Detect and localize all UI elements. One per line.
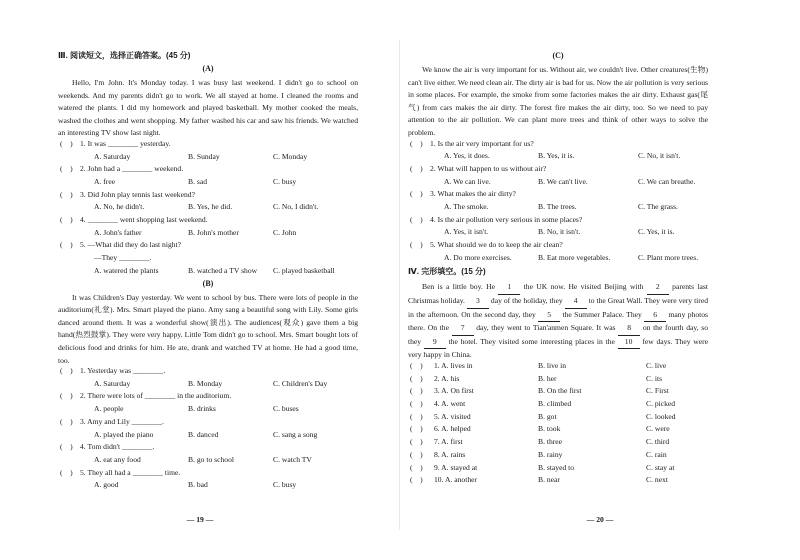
section-3-title: Ⅲ. 阅读短文，选择正确答案。(45 分) <box>58 51 191 60</box>
cloze-blank-2[interactable]: 2 <box>647 281 669 295</box>
passage-b-heading: (B) <box>202 278 214 288</box>
option-c: C. busy <box>273 177 297 187</box>
cloze-text: the Summer Palace. They <box>560 309 645 319</box>
cloze-question-row <box>408 400 708 413</box>
answer-paren[interactable]: ( ) <box>410 373 423 383</box>
left-column <box>58 52 358 494</box>
answer-paren[interactable]: ( ) <box>410 424 423 434</box>
question-stem: 1. Is the air very important for us? <box>430 138 534 148</box>
option-c: C. third <box>646 437 670 447</box>
option-c: C. First <box>646 386 669 396</box>
option-a: A. Yes, it does. <box>444 151 490 161</box>
option-a: A. We can live. <box>444 176 491 186</box>
option-b: B. danced <box>188 429 219 439</box>
option-b: B. Yes, it is. <box>538 151 575 161</box>
option-c: C. were <box>646 424 670 434</box>
option-a: 8. A. rains <box>434 449 466 459</box>
question-stem: 1. Yesterday was ________. <box>80 366 166 376</box>
cloze-blank-8[interactable]: 8 <box>618 322 640 336</box>
right-column <box>408 52 708 489</box>
option-c: C. looked <box>646 411 676 421</box>
answer-paren[interactable]: ( ) <box>410 437 423 447</box>
option-c: C. John <box>273 227 297 237</box>
answer-paren[interactable]: ( ) <box>60 442 73 452</box>
option-c: C. No, I didn't. <box>273 202 319 212</box>
cloze-text: few days. They were very happy in China. <box>408 336 708 360</box>
cloze-question-row <box>408 451 708 464</box>
question-row <box>58 418 358 431</box>
cloze-blank-1[interactable]: 1 <box>498 281 520 295</box>
answer-paren[interactable]: ( ) <box>60 366 73 376</box>
option-c: C. played basketball <box>273 265 335 275</box>
answer-paren[interactable]: ( ) <box>60 240 73 250</box>
answer-paren[interactable]: ( ) <box>60 467 73 477</box>
cloze-blank-9[interactable]: 9 <box>424 336 446 350</box>
option-c: C. live <box>646 361 667 370</box>
option-a: 9. A. stayed at <box>434 462 478 472</box>
question-stem: 4. ________ went shopping last weekend. <box>80 215 208 225</box>
cloze-text: day of the holiday, they <box>488 296 565 306</box>
question-stem: 5. What should we do to keep the air clean? <box>430 240 563 250</box>
page-number: — 19 — <box>186 515 214 524</box>
passage-a-heading: (A) <box>202 64 214 73</box>
question-stem: 2. There were lots of ________ in the auditorium. <box>80 391 232 401</box>
answer-paren[interactable]: ( ) <box>60 391 73 401</box>
answer-paren[interactable]: ( ) <box>410 214 423 224</box>
question-stem: 3. Did John play tennis last weekend? <box>80 189 195 199</box>
answer-paren[interactable]: ( ) <box>410 449 423 459</box>
cloze-blank-5[interactable]: 5 <box>538 309 560 323</box>
option-b: B. climbed <box>538 399 572 409</box>
option-b: B. drinks <box>188 404 216 414</box>
option-b: B. We can't live. <box>538 176 588 186</box>
question-stem: 3. What makes the air dirty? <box>430 189 516 199</box>
option-a: 4. A. went <box>434 399 466 409</box>
option-a: A. free <box>94 177 116 187</box>
option-a: 6. A. helped <box>434 424 471 434</box>
option-a: A. eat any food <box>94 454 141 464</box>
cloze-question-row <box>408 362 708 375</box>
option-b: B. got <box>538 411 557 421</box>
cloze-text: many photos there. On the <box>408 309 708 333</box>
option-b: B. near <box>538 475 560 485</box>
option-c: C. next <box>646 475 668 485</box>
option-a: A. Do more exercises. <box>444 252 512 262</box>
option-b: B. On the first <box>538 386 582 396</box>
passage-c-text: We know the air is very important for us. Without air, we couldn't live. Other creatures(生物) can't live either. We need clean air. The dirty air is bad for us. Now the air pollution is very serious in some places. For example, the smoke from some factories makes the air dirty. Exhaust gas(尾气) from cars makes the air dirty. The forest fire makes the air dirty, too. So we need to pay attention to the air pollution. We can plant more trees and think of other ways to solve the problem. <box>408 65 708 137</box>
option-a: A. played the piano <box>94 429 154 439</box>
answer-paren[interactable]: ( ) <box>410 386 423 396</box>
option-a: A. Yes, it isn't. <box>444 227 489 237</box>
option-a: 1. A. lives in <box>434 361 473 370</box>
option-c: C. Monday <box>273 151 308 161</box>
question-stem: 4. Is the air pollution very serious in some places? <box>430 214 583 224</box>
option-c: C. rain <box>646 449 667 459</box>
option-a: A. Saturday <box>94 378 131 388</box>
question-row <box>408 241 708 254</box>
question-row <box>58 216 358 229</box>
option-b: B. stayed to <box>538 462 575 472</box>
answer-paren[interactable]: ( ) <box>410 240 423 250</box>
answer-paren[interactable]: ( ) <box>410 361 423 370</box>
passage-b-text: It was Children's Day yesterday. We went to school by bus. There were lots of people in the auditorium(礼堂). Mrs. Smart played the piano. Amy sang a beautiful song with Lily. Some girls danced around them. It was a wonderful show(演出). The audiences(观众) gave them a big hand(热烈鼓掌). They were very happy. Little Tom didn't go to school. Mrs. Smart bought lots of delicious food and drinks for him. He ate, drank and watched TV at home. He had a good time, too. <box>58 292 358 365</box>
option-row <box>408 203 708 216</box>
answer-paren[interactable]: ( ) <box>410 138 423 148</box>
cloze-text: the UK now. He visited Beijing with <box>520 282 647 292</box>
option-c: C. busy <box>273 480 297 490</box>
answer-paren[interactable]: ( ) <box>60 138 73 148</box>
cloze-text: to the Great Wall. They were very tired in the afternoon. On the second day, they <box>408 296 708 319</box>
question-stem: 5. They all had a ________ time. <box>80 467 181 477</box>
passage-a-questions <box>58 140 358 280</box>
page-number: — 20 — <box>586 515 614 524</box>
answer-paren[interactable]: ( ) <box>410 163 423 173</box>
section-4-title: Ⅳ. 完形填空。(15 分) <box>408 267 486 277</box>
option-c: C. sang a song <box>273 429 318 439</box>
option-b: B. bad <box>188 480 208 490</box>
question-stem-continuation <box>58 254 358 267</box>
cloze-blank-7[interactable]: 7 <box>452 322 474 336</box>
option-row <box>58 178 358 191</box>
option-a: A. John's father <box>94 227 142 237</box>
option-a: A. The smoke. <box>444 202 489 211</box>
passage-b-questions <box>58 367 358 494</box>
option-b: B. three <box>538 437 563 447</box>
answer-paren[interactable]: ( ) <box>410 475 423 485</box>
option-row <box>58 481 358 494</box>
passage-c-heading: (C) <box>552 51 564 60</box>
question-stem: 1. It was ________ yesterday. <box>80 138 171 148</box>
question-row <box>58 367 358 380</box>
question-row <box>58 443 358 456</box>
cloze-questions <box>408 362 708 489</box>
option-b: B. Monday <box>188 378 223 388</box>
option-a: 3. A. On first <box>434 386 474 396</box>
answer-paren[interactable]: ( ) <box>60 416 73 426</box>
answer-paren[interactable]: ( ) <box>410 399 423 409</box>
option-c: C. Children's Day <box>273 378 328 388</box>
option-a: 7. A. first <box>434 437 463 447</box>
question-stem: 2. What will happen to us without air? <box>430 163 547 173</box>
option-a: 2. A. his <box>434 373 460 383</box>
cloze-text: day, they went to Tian'anmen Square. It was <box>473 323 619 333</box>
cloze-blank-10[interactable]: 10 <box>618 336 640 350</box>
option-b: B. watched a TV show <box>188 265 258 275</box>
option-a: 5. A. visited <box>434 411 471 421</box>
option-row <box>408 254 708 267</box>
option-b: B. The trees. <box>538 202 577 211</box>
option-b: B. go to school <box>188 454 234 464</box>
option-b: B. No, it isn't. <box>538 227 581 237</box>
option-row <box>58 456 358 469</box>
option-c: C. Plant more trees. <box>638 252 699 262</box>
option-c: C. picked <box>646 399 676 409</box>
passage-a-text: Hello, I'm John. It's Monday today. I was busy last weekend. I didn't go to school on weekends. And my parents didn't go to work. We all stayed at home. I cleaned the rooms and watered the plants. I did my homework and played basketball. My mother cooked the meals, washed the clothes and went shopping. My father washed his car and saw his friends. We watched an interesting TV show last night. <box>58 78 358 138</box>
option-b: B. John's mother <box>188 227 239 237</box>
option-a: A. good <box>94 480 119 490</box>
option-b: B. Eat more vegetables. <box>538 252 611 262</box>
cloze-text: Ben is a little boy. He <box>422 282 499 292</box>
answer-paren[interactable]: ( ) <box>60 164 73 174</box>
option-b: B. Yes, he did. <box>188 202 233 212</box>
answer-paren[interactable]: ( ) <box>410 411 423 421</box>
cloze-question-row <box>408 438 708 451</box>
cloze-question-row <box>408 476 708 489</box>
option-row <box>58 405 358 418</box>
question-stem: 2. John had a ________ weekend. <box>80 164 184 174</box>
option-b: B. sad <box>188 177 207 187</box>
option-c: C. buses <box>273 404 299 414</box>
option-a: 10. A. another <box>434 475 478 485</box>
cloze-text: on the fourth day, so they <box>408 323 708 346</box>
answer-paren[interactable]: ( ) <box>60 215 73 225</box>
question-stem: 3. Amy and Lily ________. <box>80 416 164 426</box>
cloze-text: parents last Christmas holiday. <box>408 282 708 306</box>
answer-paren[interactable]: ( ) <box>60 189 73 199</box>
option-c: C. stay at <box>646 462 675 472</box>
option-a: A. Saturday <box>94 151 131 161</box>
question-stem-line-2: —They ________. <box>94 253 152 263</box>
option-c: C. The grass. <box>638 202 678 211</box>
cloze-blank-6[interactable]: 6 <box>644 309 666 323</box>
option-c: C. its <box>646 373 663 383</box>
question-stem: 4. Tom didn't ________. <box>80 442 155 452</box>
option-a: A. watered the plants <box>94 265 159 275</box>
option-a: A. people <box>94 404 124 414</box>
option-c: C. watch TV <box>273 454 312 464</box>
option-b: B. live in <box>538 361 567 370</box>
option-row <box>58 267 358 280</box>
option-c: C. Yes, it is. <box>638 227 675 237</box>
answer-paren[interactable]: ( ) <box>410 462 423 472</box>
cloze-passage <box>408 281 708 362</box>
option-b: B. her <box>538 373 557 383</box>
answer-paren[interactable]: ( ) <box>410 189 423 199</box>
question-stem: 5. —What did they do last night? <box>80 240 182 250</box>
option-a: A. No, he didn't. <box>94 202 145 212</box>
cloze-blank-4[interactable]: 4 <box>565 295 587 309</box>
cloze-text: the hotel. They visited some interesting places in the <box>445 336 618 346</box>
option-b: B. Sunday <box>188 151 220 161</box>
question-row <box>58 140 358 153</box>
passage-c-questions <box>408 140 708 267</box>
question-row <box>408 165 708 178</box>
option-b: B. took <box>538 424 561 434</box>
option-c: C. No, it isn't. <box>638 151 681 161</box>
option-b: B. rainy <box>538 449 563 459</box>
cloze-blank-3[interactable]: 3 <box>467 295 489 309</box>
option-c: C. We can breathe. <box>638 176 696 186</box>
